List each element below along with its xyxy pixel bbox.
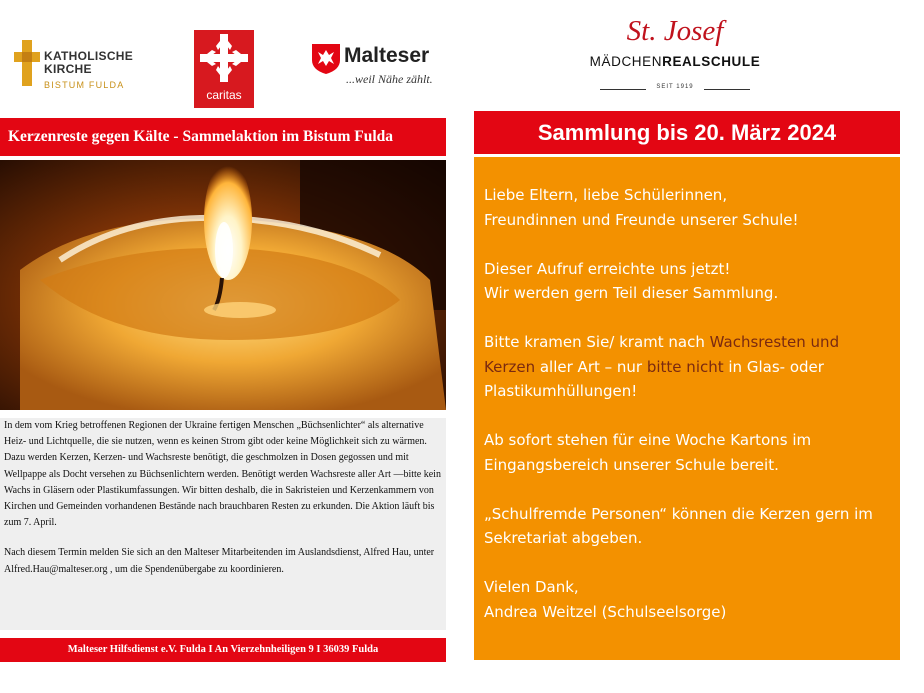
school-established: SEIT 1919 xyxy=(656,84,694,90)
school-name xyxy=(580,54,770,69)
flyer xyxy=(0,28,446,666)
highlight-wax: Wachsresten und Kerzen xyxy=(484,333,840,376)
candle-image xyxy=(0,160,446,410)
flyer-footer-banner: Malteser Hilfsdienst e.V. Fulda I An Vierzehnheiligen 9 I 36039 Fulda xyxy=(0,638,446,662)
maltese-cross-shield-icon xyxy=(312,44,340,74)
flyer-paragraph-1: In dem vom Krieg betroffenen Regionen der Ukraine fertigen Menschen „Büchsenlichter“ als alternative Heiz- und Lichtquelle, die sie nutzen, wenn es keinen Strom gibt oder keine Möglichkeit sich zu wärmen. Dazu werden Kerzen, Kerzen- und Wachsreste benötigt, die geschmolzen in Dosen gegossen und mit Wellpappe als Docht versehen zu Büchsenlichtern werden. Benötigt werden Wachsreste aller Art —bitte kein Wachs in Gläsern oder Plastikumfassungen. Wir bitten deshalb, die in Sakristeien und Kerzenkammern von Kirchen und Gemeinden vorhandenen Bestände nach brauchbaren Resten zu erkunden. Die Aktion läuft bis zum 7. April. xyxy=(4,420,441,529)
notice-external: „Schulfremde Personen“ können die Kerzen gern im Sekretariat abgeben. xyxy=(484,504,873,547)
cross-icon xyxy=(14,40,40,86)
notice-signature: Andrea Weitzel (Schulseelsorge) xyxy=(484,602,727,621)
flyer-paragraph-2: Nach diesem Termin melden Sie sich an den Malteser Mitarbeitenden im Auslandsdienst, Alfred Hau, unter Alfred.Hau@malteser.org , um die Spendenübergabe zu koordinieren. xyxy=(4,547,435,575)
caritas-flame-cross-icon xyxy=(198,32,250,84)
kk-line2: KIRCHE xyxy=(44,62,92,76)
flyer-body-text xyxy=(0,418,446,630)
notice-signoff: Vielen Dank, Andrea Weitzel (Schulseelsorge) xyxy=(484,578,727,621)
malteser-slogan: ...weil Nähe zählt. xyxy=(346,72,433,86)
notice-boxes: Ab sofort stehen für eine Woche Kartons im Eingangsbereich unserer Schule bereit. xyxy=(484,431,812,474)
highlight-not: bitte nicht xyxy=(646,357,724,376)
candle-photo xyxy=(0,160,446,410)
caritas-logo xyxy=(194,30,254,108)
notice-request: Bitte kramen Sie/ kramt nach Wachsresten und Kerzen aller Art – nur bitte nicht in Glas- oder Plastikumhüllungen! xyxy=(484,333,840,400)
partner-logos xyxy=(0,28,446,110)
collection-date-banner: Sammlung bis 20. März 2024 xyxy=(474,111,900,154)
caritas-wordmark: caritas xyxy=(206,88,242,102)
divider-right xyxy=(704,89,750,90)
malteser-logo xyxy=(312,44,442,94)
school-logo xyxy=(580,14,770,96)
kk-line1: KATHOLISCHE xyxy=(44,49,134,63)
school-script-name: St. Josef xyxy=(626,15,724,47)
school-name-regular: MÄDCHEN xyxy=(589,54,663,69)
malteser-name: Malteser xyxy=(344,44,430,67)
notice-intro: Dieser Aufruf erreichte uns jetzt! Wir werden gern Teil dieser Sammlung. xyxy=(484,259,779,302)
divider-left xyxy=(600,89,646,90)
katholische-kirche-logo xyxy=(14,40,144,100)
school-notice xyxy=(474,157,900,660)
notice-greeting: Liebe Eltern, liebe Schülerinnen, Freundinnen und Freunde unserer Schule! xyxy=(484,186,799,229)
flyer-title-banner: Kerzenreste gegen Kälte - Sammelaktion im Bistum Fulda xyxy=(0,118,446,156)
school-name-bold: REALSCHULE xyxy=(662,54,761,69)
bistum-label: BISTUM FULDA xyxy=(44,80,125,90)
